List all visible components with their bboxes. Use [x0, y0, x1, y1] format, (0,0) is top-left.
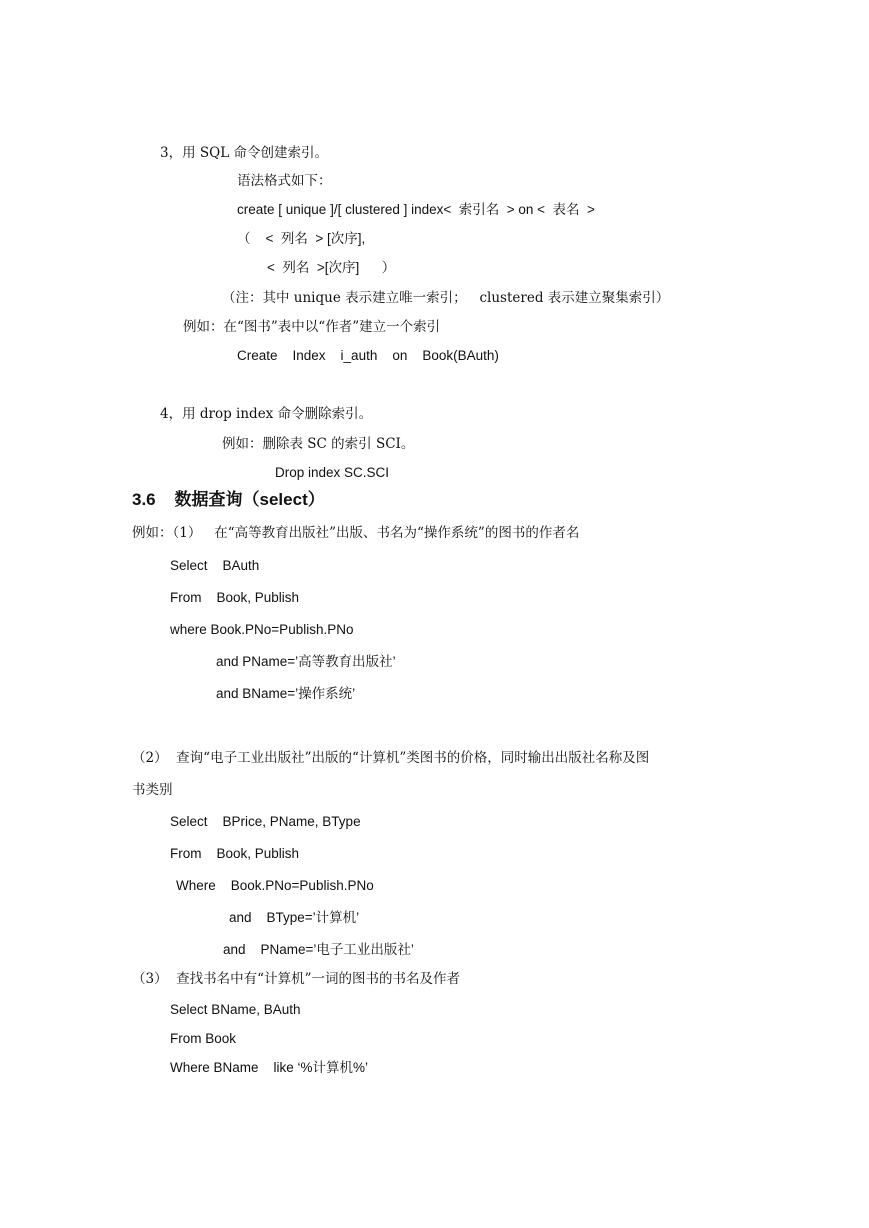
query-2-label: （2） 查询“电子工业出版社”出版的“计算机”类图书的价格，同时输出出版社名称及图	[132, 750, 650, 766]
syntax-line-3: < 列名 >[次序] ）	[267, 260, 396, 275]
query-1-code-line: and BName=’操作系统’	[216, 686, 356, 701]
syntax-label: 语法格式如下：	[237, 173, 332, 189]
query-2-label-continued: 书类别	[132, 782, 173, 798]
query-1-code-line: Select BAuth	[170, 558, 260, 573]
section-heading: 3.6 数据查询（select）	[132, 490, 325, 509]
query-3-code-line: Where BName like ‘%计算机%’	[170, 1060, 369, 1075]
query-1-label: 例如：（1） 在“高等教育出版社”出版、书名为“操作系统”的图书的作者名	[132, 525, 580, 541]
query-2-code-line: Select BPrice, PName, BType	[170, 814, 361, 829]
query-3-code-line: Select BName, BAuth	[170, 1002, 301, 1017]
query-3-code-line: From Book	[170, 1031, 237, 1046]
query-2-code-line: and PName=’电子工业出版社’	[223, 942, 414, 957]
query-1-code-line: From Book, Publish	[170, 590, 300, 605]
query-1-code-line: and PName=’高等教育出版社’	[216, 654, 396, 669]
create-index-example-code: Create Index i_auth on Book(BAuth)	[237, 348, 499, 363]
query-2-code-line: From Book, Publish	[170, 846, 300, 861]
syntax-line-2: （ < 列名 > [次序],	[237, 231, 366, 246]
create-index-example-label: 例如：在“图书”表中以“作者”建立一个索引	[183, 319, 441, 335]
drop-index-example-code: Drop index SC.SCI	[275, 465, 390, 480]
create-index-title: 3，用 SQL 命令创建索引。	[160, 145, 328, 161]
query-3-label: （3） 查找书名中有“计算机”一词的图书的书名及作者	[132, 971, 460, 987]
query-1-code-line: where Book.PNo=Publish.PNo	[170, 622, 354, 637]
syntax-note: （注：其中 unique 表示建立唯一索引； clustered 表示建立聚集索引）	[222, 290, 670, 306]
drop-index-title: 4，用 drop index 命令删除索引。	[160, 406, 373, 422]
drop-index-example-label: 例如：删除表 SC 的索引 SCI。	[222, 436, 415, 452]
query-2-code-line: and BType=’计算机’	[229, 910, 360, 925]
syntax-line-1: create [ unique ]/[ clustered ] index< 索引名 > on < 表名 >	[237, 202, 595, 217]
query-2-code-line: Where Book.PNo=Publish.PNo	[176, 878, 374, 893]
